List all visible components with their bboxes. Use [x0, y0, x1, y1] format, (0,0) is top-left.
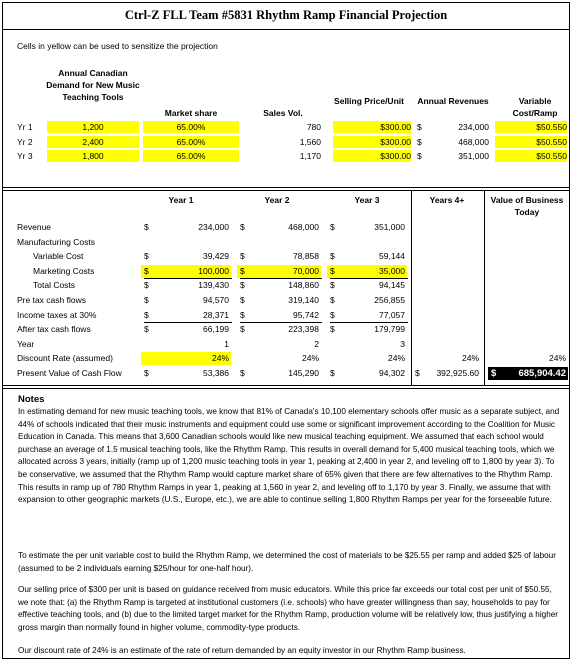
annual-revenue-value: 468,000 — [458, 137, 489, 147]
spreadsheet-frame — [2, 2, 570, 659]
cell-value: 468,000 — [288, 222, 319, 232]
row-label: Marketing Costs — [33, 266, 95, 276]
row-label: Income taxes at 30% — [17, 310, 97, 320]
currency-symbol: $ — [240, 295, 245, 305]
currency-symbol: $ — [330, 280, 335, 290]
market-share-value: 65.00% — [143, 121, 239, 133]
row-label: Variable Cost — [33, 251, 84, 261]
currency-symbol: $ — [240, 368, 245, 378]
market-share-value: 65.00% — [143, 150, 239, 162]
column-divider — [411, 190, 412, 385]
cell-value: 94,570 — [203, 295, 229, 305]
selling-price-value: $300.00 — [333, 121, 411, 133]
cell-value: 94,302 — [379, 368, 405, 378]
currency-symbol: $ — [330, 222, 335, 232]
header-value-of-business: Value of Business Today — [490, 195, 564, 217]
sum-underline — [240, 322, 322, 323]
cell-value: 59,144 — [379, 251, 405, 261]
cell-value: 24% — [461, 353, 479, 363]
currency-symbol: $ — [240, 324, 245, 334]
cell-value: 24% — [301, 353, 319, 363]
cell-value: 95,742 — [293, 310, 319, 320]
row-label: Discount Rate (assumed) — [17, 353, 113, 363]
selling-price-value: $300.00 — [333, 136, 411, 148]
currency-symbol: $ — [240, 280, 245, 290]
column-divider — [484, 190, 485, 385]
row-year-label: Yr 1 — [17, 122, 33, 132]
currency-symbol: $ — [330, 251, 335, 261]
currency-symbol: $ — [240, 222, 245, 232]
notes-paragraph: Our selling price of $300 per unit is based on guidance received from music educators. While this price far exceeds our total cost per unit of $50.55, we note that: (a) the Rhythm Ramp is targeted at institutional customers (i.e. schools) who have greater willingness than say, households to pay for effective teaching tools, and (b) due to the limited target market for the Rhythm Ramp, production volume will be relatively low, thus justifying a higher gross margin than normally found in higher volume, commodity-type products. — [18, 585, 559, 632]
notes-paragraph: In estimating demand for new music teaching tools, we know that 81% of Canada's 10,100 elementary schools offer music as a separate subject, and 44% of schools indicated that their music instruments and equipment could use some or significant improvement according to the Coalition for Music Education in Canada. This means that 3,600 Canadian schools would like new musical teaching equipment. We assumed that each school would purchase an average of 1.5 musical teaching tools, like the Rhythm Ramp. This results in overall demand for 5,400 musical teaching tools, which we allocated across 3 years, initially (ramp up of 1,200 music teaching tools in year 1, peaking at 2,400 in year 2, and leveling off to 1,800 by year 3). To be conservative, we assumed that the Rhythm Ramp would capture market share of 65% given that there are few alternatives to the Rhythm Ramp. This results in ramp up of 780 Rhythm Ramps in year 1, peaking at 1,560 in year 2, and leveling off to 1,170 by year 3. Finally, we assume that with expansion to other geographic markets (U.S., Europe, etc.), we are able to continue selling 1,800 Rhythm Ramps per year for the forseeable future. — [18, 407, 560, 505]
cell-value: 351,000 — [374, 222, 405, 232]
cell-value: 145,290 — [288, 368, 319, 378]
header-year-2: Year 2 — [264, 195, 290, 205]
annual-revenue-value: 234,000 — [458, 122, 489, 132]
currency-symbol: $ — [240, 266, 245, 276]
cell-value: 392,925.60 — [436, 368, 479, 378]
header-variable-cost: Variable Cost/Ramp — [512, 96, 558, 118]
currency-symbol: $ — [144, 295, 149, 305]
header-demand: Annual Canadian Demand for New Music Teaching Tools — [46, 68, 140, 102]
cell-value: 66,199 — [203, 324, 229, 334]
cell-value: 3 — [400, 339, 405, 349]
currency-symbol: $ — [144, 222, 149, 232]
sum-underline — [144, 278, 232, 279]
currency-symbol: $ — [417, 122, 422, 132]
header-sales-vol: Sales Vol. — [263, 108, 303, 118]
divider — [3, 388, 569, 389]
currency-symbol: $ — [330, 324, 335, 334]
page-title: Ctrl-Z FLL Team #5831 Rhythm Ramp Financial Projection — [124, 8, 448, 22]
sum-underline — [240, 278, 322, 279]
cell-value: 234,000 — [198, 222, 229, 232]
selling-price-value: $300.00 — [333, 150, 411, 162]
currency-symbol: $ — [240, 310, 245, 320]
cell-value: 1 — [224, 339, 229, 349]
currency-symbol: $ — [491, 368, 497, 379]
currency-symbol: $ — [144, 266, 149, 276]
cell-value: 139,430 — [198, 280, 229, 290]
row-year-label: Yr 2 — [17, 137, 33, 147]
row-label: Revenue — [17, 222, 52, 232]
currency-symbol: $ — [144, 368, 149, 378]
divider — [3, 187, 569, 188]
demand-value: 1,200 — [47, 121, 139, 133]
header-years-4-plus: Years 4+ — [429, 195, 465, 205]
row-label: Year — [17, 339, 35, 349]
divider — [3, 29, 569, 30]
cell-value: 53,386 — [203, 368, 229, 378]
currency-symbol: $ — [144, 251, 149, 261]
variable-cost-value: $50.550 — [495, 136, 567, 148]
variable-cost-value: $50.550 — [495, 150, 567, 162]
sum-underline — [144, 322, 232, 323]
cell-value: 148,860 — [288, 280, 319, 290]
demand-value: 1,800 — [47, 150, 139, 162]
cell-value: 24% — [211, 353, 229, 363]
cell-value: 28,371 — [203, 310, 229, 320]
header-year-3: Year 3 — [354, 195, 380, 205]
cell-value: 319,140 — [288, 295, 319, 305]
header-year-1: Year 1 — [168, 195, 194, 205]
market-share-value: 65.00% — [143, 136, 239, 148]
row-label: Manufacturing Costs — [17, 237, 95, 247]
sales-volume-value: 780 — [306, 122, 321, 132]
annual-revenue-value: 351,000 — [458, 151, 489, 161]
currency-symbol: $ — [330, 310, 335, 320]
currency-symbol: $ — [330, 295, 335, 305]
cell-value: 685,904.42 — [518, 368, 566, 379]
cell-value: 70,000 — [293, 266, 319, 276]
row-year-label: Yr 3 — [17, 151, 33, 161]
demand-value: 2,400 — [47, 136, 139, 148]
header-market-share: Market share — [164, 108, 218, 118]
currency-symbol: $ — [417, 151, 422, 161]
notes-paragraph: Our discount rate of 24% is an estimate of the rate of return demanded by an equity investor in our Rhythm Ramp business. — [18, 646, 466, 655]
cell-value: 39,429 — [203, 251, 229, 261]
yellow-note: Cells in yellow can be used to sensitize the projection — [17, 41, 218, 51]
cell-value: 223,398 — [288, 324, 319, 334]
cell-value: 256,855 — [374, 295, 405, 305]
sum-underline — [330, 322, 408, 323]
divider — [3, 385, 569, 386]
variable-cost-value: $50.550 — [495, 121, 567, 133]
row-label: After tax cash flows — [17, 324, 91, 334]
cell-value: 24% — [548, 353, 566, 363]
row-label: Total Costs — [33, 280, 76, 290]
cell-value: 100,000 — [198, 266, 229, 276]
row-label: Pre tax cash flows — [17, 295, 86, 305]
currency-symbol: $ — [144, 324, 149, 334]
currency-symbol: $ — [240, 251, 245, 261]
currency-symbol: $ — [330, 368, 335, 378]
header-annual-revenues: Annual Revenues — [417, 96, 489, 106]
currency-symbol: $ — [144, 310, 149, 320]
cell-value: 179,799 — [374, 324, 405, 334]
currency-symbol: $ — [330, 266, 335, 276]
header-selling-price: Selling Price/Unit — [334, 96, 404, 106]
notes-title: Notes — [18, 394, 45, 405]
cell-value: 2 — [314, 339, 319, 349]
sum-underline — [330, 278, 408, 279]
cell-value: 94,145 — [379, 280, 405, 290]
cell-value: 24% — [387, 353, 405, 363]
currency-symbol: $ — [144, 280, 149, 290]
sales-volume-value: 1,560 — [299, 137, 321, 147]
currency-symbol: $ — [415, 368, 420, 378]
cell-value: 35,000 — [379, 266, 405, 276]
notes-paragraph: To estimate the per unit variable cost to build the Rhythm Ramp, we determined the cost of materials to be $25.55 per ramp and added $25 of labour (assumed to be 2 individuals earning $25/hour for one-half hour). — [18, 551, 556, 573]
row-label: Present Value of Cash Flow — [17, 368, 122, 378]
cell-value: 78,858 — [293, 251, 319, 261]
cell-value: 77,057 — [379, 310, 405, 320]
currency-symbol: $ — [417, 137, 422, 147]
sales-volume-value: 1,170 — [299, 151, 321, 161]
